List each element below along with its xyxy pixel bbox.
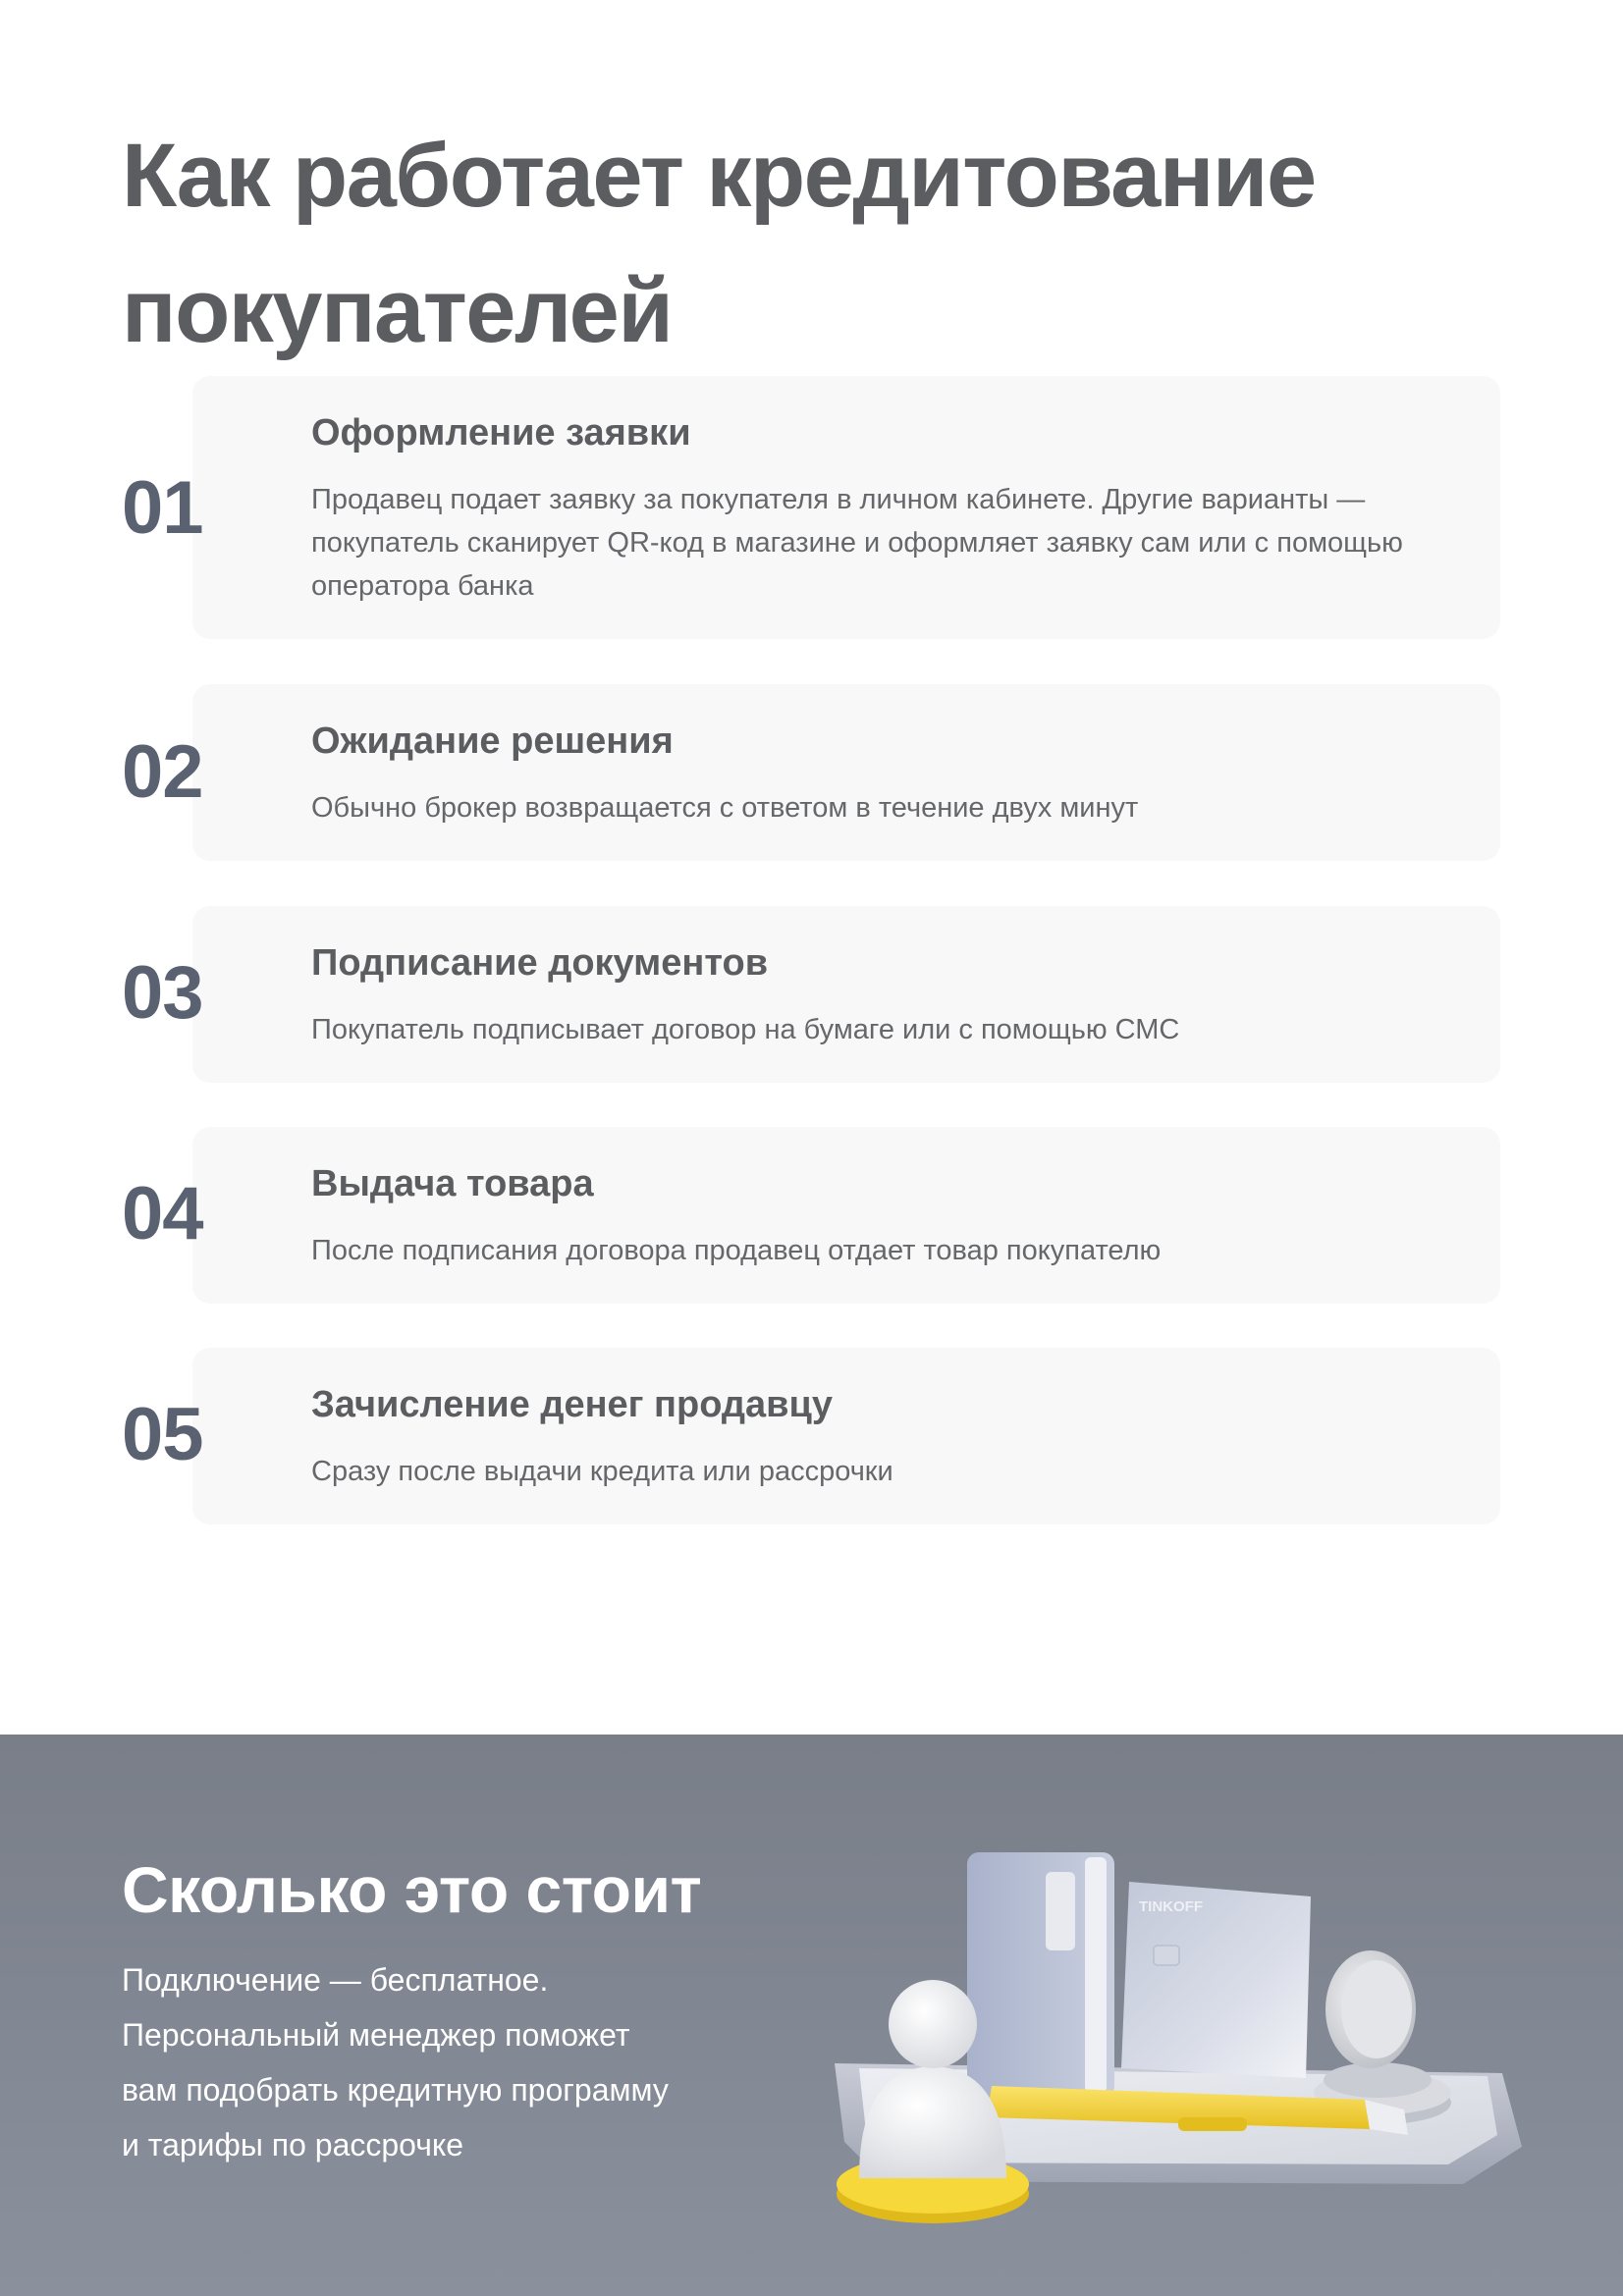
step-number: 01	[122, 466, 203, 550]
step-description-line: покупатель сканирует QR-код в магазине и оформляет заявку сам или с помощью	[311, 527, 1403, 559]
page-title-line-1: Как работает кредитование	[122, 126, 1316, 226]
step-description-line: Продавец подает заявку за покупателя в личном кабинете. Другие варианты —	[311, 484, 1366, 515]
step-title: Выдача товара	[311, 1163, 594, 1204]
step-card	[192, 906, 1500, 1083]
step-description-line: оператора банка	[311, 570, 534, 602]
step-title: Ожидание решения	[311, 721, 674, 762]
step-description	[311, 1450, 1470, 1493]
pricing-section	[0, 1735, 1623, 2296]
step-description-line: Обычно брокер возвращается с ответом в течение двух минут	[311, 792, 1139, 824]
step-description	[311, 478, 1470, 608]
pricing-text-line: Персональный менеджер поможет	[122, 2017, 630, 2053]
wallet-shape	[967, 1852, 1114, 2098]
step-description	[311, 786, 1470, 829]
step-description-line: Сразу после выдачи кредита или рассрочки	[311, 1456, 893, 1487]
step-title: Оформление заявки	[311, 412, 691, 454]
payment-illustration	[815, 1823, 1542, 2255]
step-number: 04	[122, 1172, 203, 1255]
step-description-line: После подписания договора продавец отдает товар покупателю	[311, 1235, 1162, 1266]
step-description	[311, 1229, 1470, 1272]
coins-stack	[1314, 1950, 1451, 2124]
pricing-text	[122, 1952, 750, 2172]
step-title: Зачисление денег продавцу	[311, 1384, 834, 1425]
step-number: 03	[122, 951, 203, 1035]
step-number: 05	[122, 1393, 203, 1476]
step-title: Подписание документов	[311, 942, 769, 984]
step-card	[192, 1348, 1500, 1524]
page-title-line-2: покупателей	[122, 261, 673, 361]
step-description-line: Покупатель подписывает договор на бумаге или с помощью СМС	[311, 1014, 1180, 1045]
step-number: 02	[122, 730, 203, 814]
pricing-title: Сколько это стоит	[122, 1853, 702, 1926]
step-description	[311, 1008, 1470, 1051]
step-card	[192, 684, 1500, 861]
pricing-text-line: вам подобрать кредитную программу	[122, 2072, 669, 2108]
bank-card	[1121, 1882, 1311, 2078]
card-chip-icon	[1154, 1946, 1179, 1965]
step-card	[192, 1127, 1500, 1304]
pricing-text-line: Подключение — бесплатное.	[122, 1962, 549, 1998]
pricing-text-line: и тарифы по рассрочке	[122, 2127, 464, 2163]
card-brand-label: TINKOFF	[1139, 1898, 1203, 1915]
